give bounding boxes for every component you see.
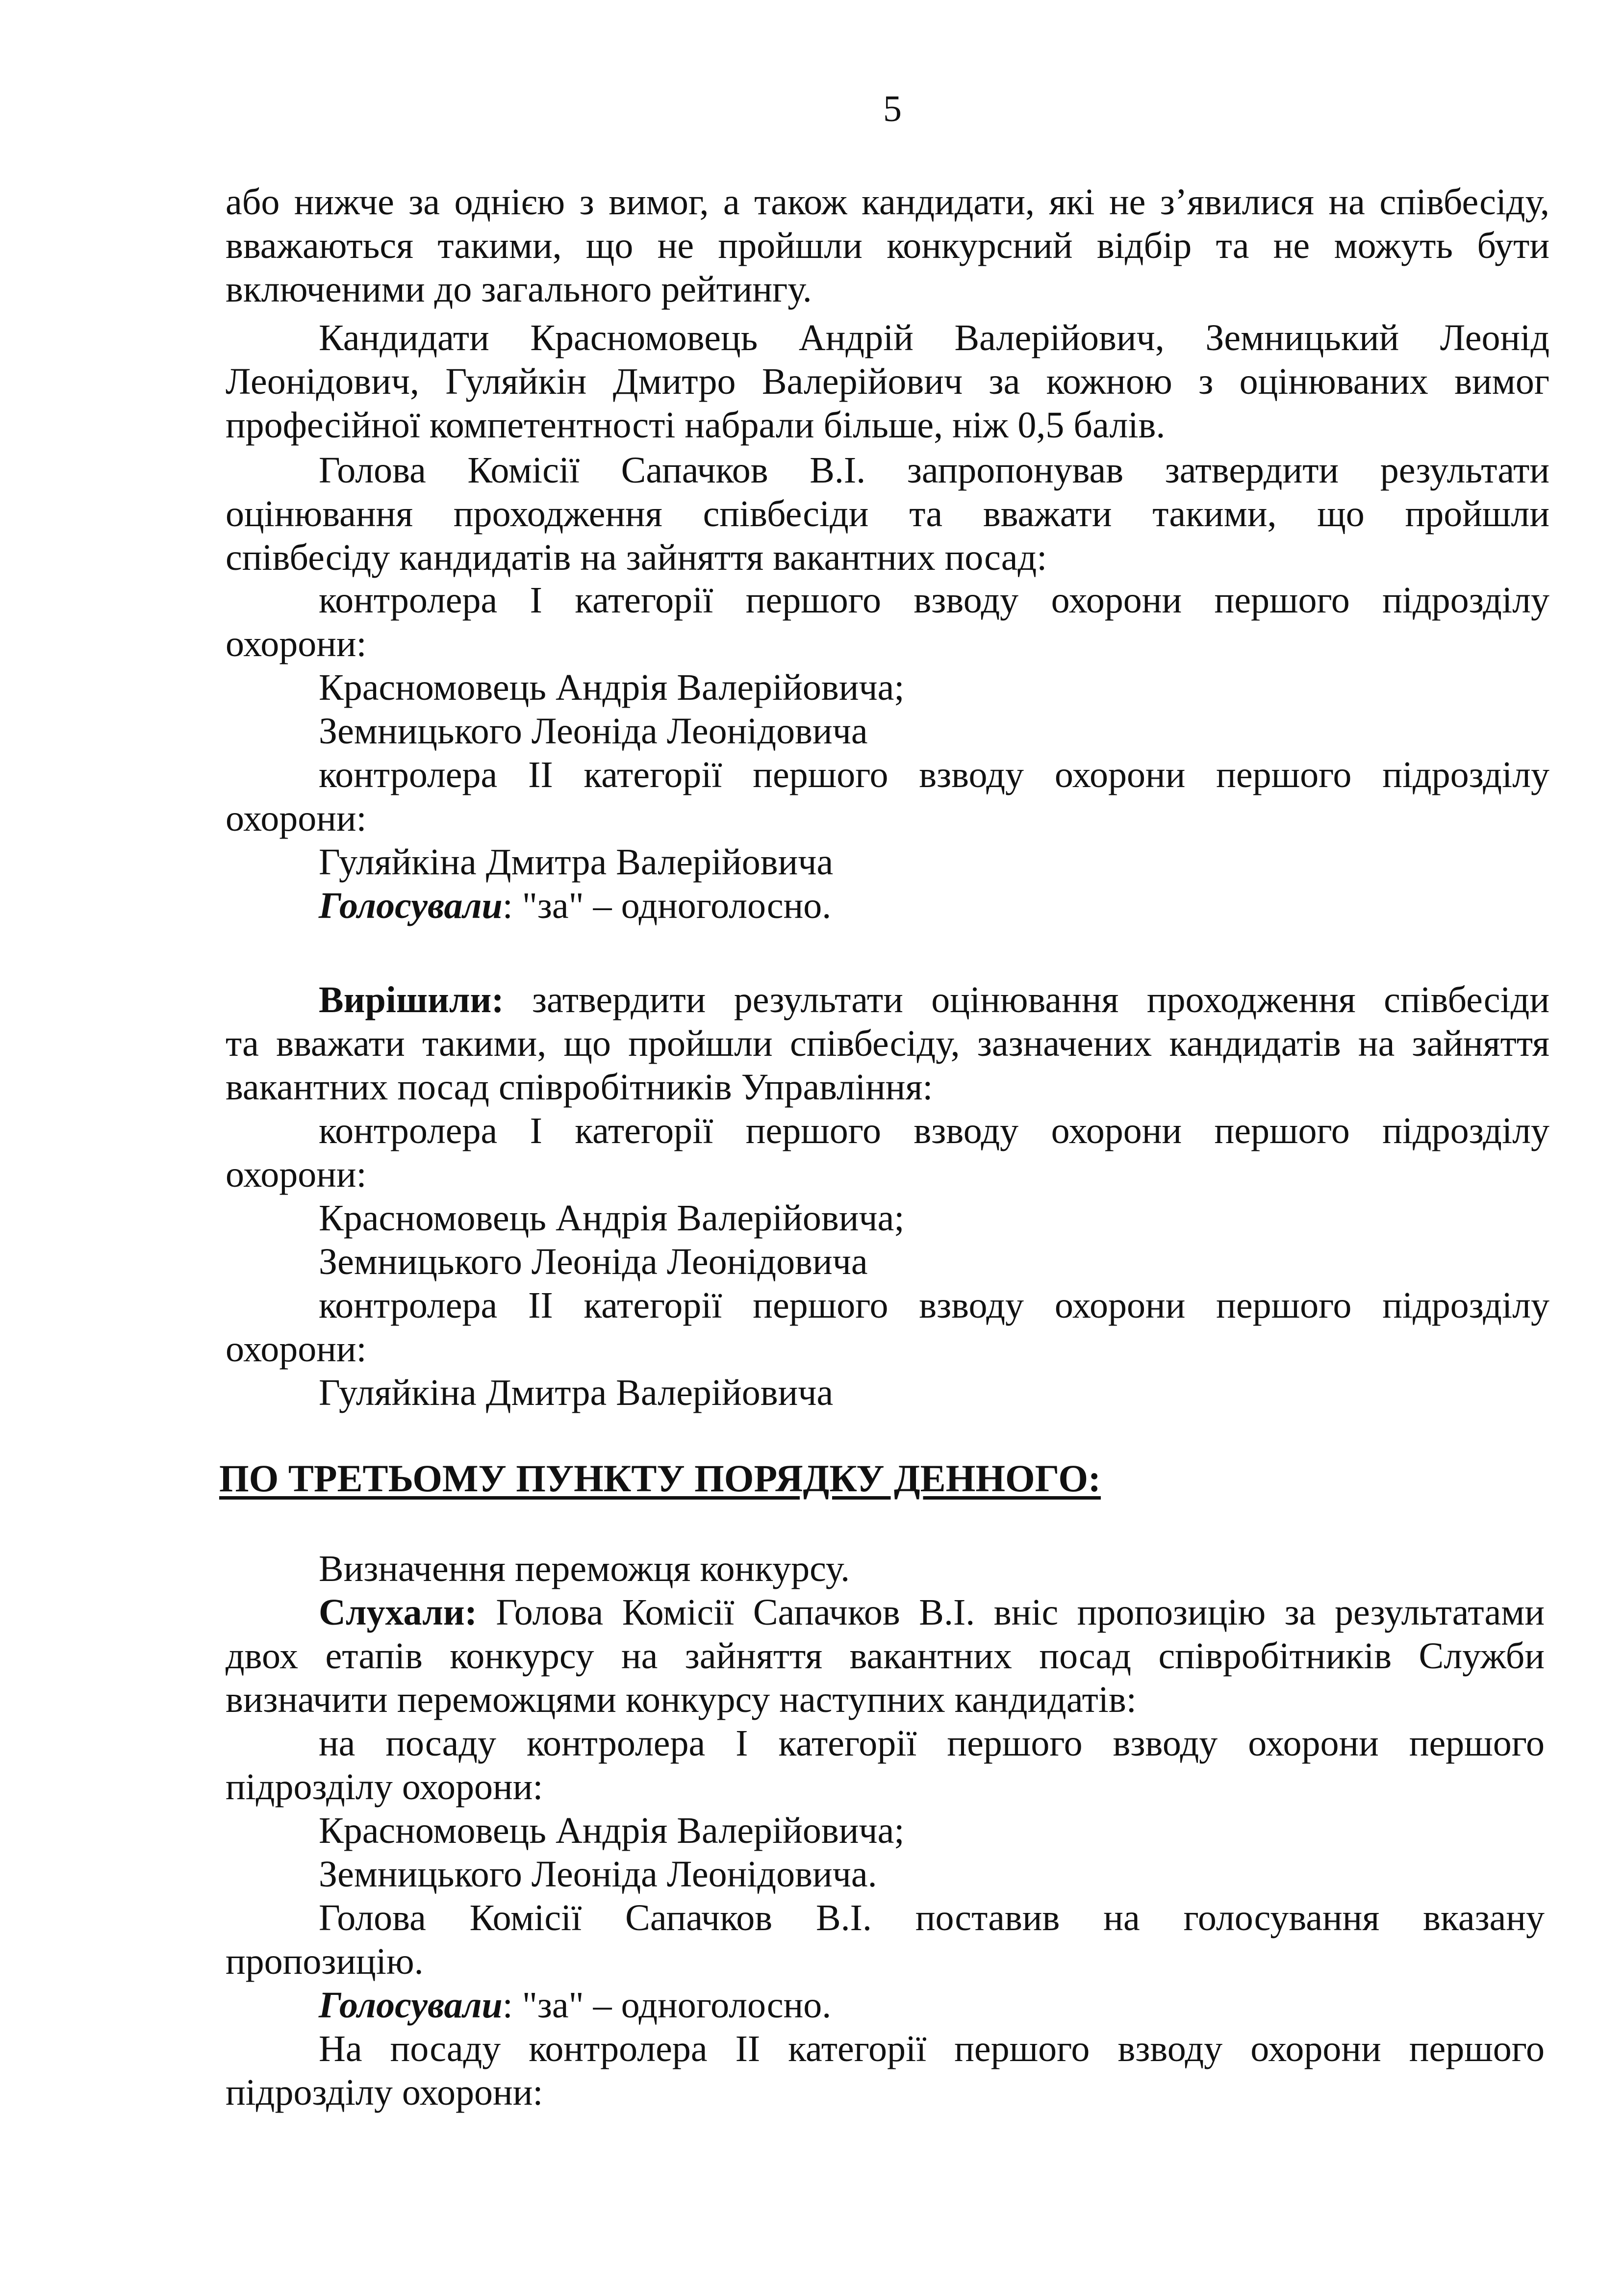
candidate-name: Земницького Леоніда Леонідовича.: [319, 1854, 877, 1895]
position-line: На посаду контролера ІІ категорії першого взводу охорони першого: [319, 2028, 1545, 2069]
vote-line: [226, 1984, 1545, 2027]
decided-label: Вирішили:: [319, 979, 504, 1020]
text-line: визначити переможцями конкурсу наступних кандидатів:: [226, 1679, 1137, 1720]
page-number: 5: [883, 88, 902, 129]
position-line: на посаду контролера І категорії першого взводу охорони першого: [319, 1723, 1545, 1764]
text-line: або нижче за однією з вимог, а також кандидати, які не з’явилися на співбесіду,: [226, 181, 1549, 223]
item-title: Визначення переможця конкурсу.: [319, 1548, 850, 1589]
vote-label: Голосували: [319, 1985, 503, 2026]
position-line: охорони:: [226, 623, 367, 664]
candidate-name: Красномовець Андрія Валерійовича;: [319, 1198, 905, 1239]
position-line: підрозділу охорони:: [226, 2072, 543, 2113]
text-line: двох етапів конкурсу на зайняття вакантних посад співробітників Служби: [226, 1635, 1545, 1677]
vote-result: : "за" – одноголосно.: [502, 885, 832, 926]
heard-text: Голова Комісії Сапачков В.І. вніс пропозицію за результатами: [477, 1592, 1545, 1633]
candidate-name: Гуляйкіна Дмитра Валерійовича: [319, 841, 834, 883]
text-line: Голова Комісії Сапачков В.І. запропонував затвердити результати: [319, 450, 1549, 491]
paragraph-candidates-scores: [226, 316, 1549, 447]
candidate-name: Земницького Леоніда Леонідовича: [319, 711, 868, 752]
proposal-positions: [226, 579, 1549, 928]
position-line: охорони:: [226, 1328, 367, 1370]
text-line: пропозицію.: [226, 1941, 424, 1982]
decision-block: [226, 978, 1549, 1415]
text-line: Кандидати Красномовець Андрій Валерійович, Земницький Леонід: [319, 317, 1549, 358]
text-line: Леонідович, Гуляйкін Дмитро Валерійович за кожною з оцінюваних вимог: [226, 361, 1549, 402]
text-line: професійної компетентності набрали більше, ніж 0,5 балів.: [226, 405, 1166, 446]
vote-result: : "за" – одноголосно.: [502, 1985, 832, 2026]
position-line: охорони:: [226, 798, 367, 839]
text-line: оцінювання проходження співбесіди та вважати такими, що пройшли: [226, 493, 1549, 535]
third-item-block: [226, 1547, 1545, 2115]
position-line: контролера ІІ категорії першого взводу охорони першого підрозділу: [319, 1285, 1549, 1326]
vote-label: Голосували: [319, 885, 503, 926]
paragraph-disqualified: [226, 180, 1549, 311]
paragraph-chair-proposal: [226, 449, 1549, 580]
text-line: та вважати такими, що пройшли співбесіду, зазначених кандидатів на зайняття: [226, 1023, 1549, 1064]
text-line: вважаються такими, що не пройшли конкурсний відбір та не можуть бути: [226, 225, 1549, 266]
position-line: контролера І категорії першого взводу охорони першого підрозділу: [319, 580, 1549, 621]
position-line: підрозділу охорони:: [226, 1766, 543, 1808]
candidate-name: Земницького Леоніда Леонідовича: [319, 1241, 868, 1282]
text-line: [226, 1591, 1545, 1634]
text-line: [226, 978, 1549, 1022]
decided-text: затвердити результати оцінювання проходження співбесіди: [504, 979, 1549, 1020]
candidate-name: Красномовець Андрія Валерійовича;: [319, 1810, 905, 1851]
text-line: вакантних посад співробітників Управління:: [226, 1067, 933, 1108]
text-line: Голова Комісії Сапачков В.І. поставив на голосування вказану: [319, 1897, 1545, 1938]
text-line: включеними до загального рейтингу.: [226, 269, 812, 310]
vote-line: [226, 884, 1549, 928]
section-heading: ПО ТРЕТЬОМУ ПУНКТУ ПОРЯДКУ ДЕННОГО:: [219, 1457, 1101, 1500]
position-line: контролера І категорії першого взводу охорони першого підрозділу: [319, 1110, 1549, 1151]
position-line: охорони:: [226, 1154, 367, 1195]
candidate-name: Красномовець Андрія Валерійовича;: [319, 667, 905, 708]
text-line: співбесіду кандидатів на зайняття вакантних посад:: [226, 537, 1047, 578]
candidate-name: Гуляйкіна Дмитра Валерійовича: [319, 1372, 834, 1413]
position-line: контролера ІІ категорії першого взводу охорони першого підрозділу: [319, 754, 1549, 795]
heard-label: Слухали:: [319, 1592, 477, 1633]
